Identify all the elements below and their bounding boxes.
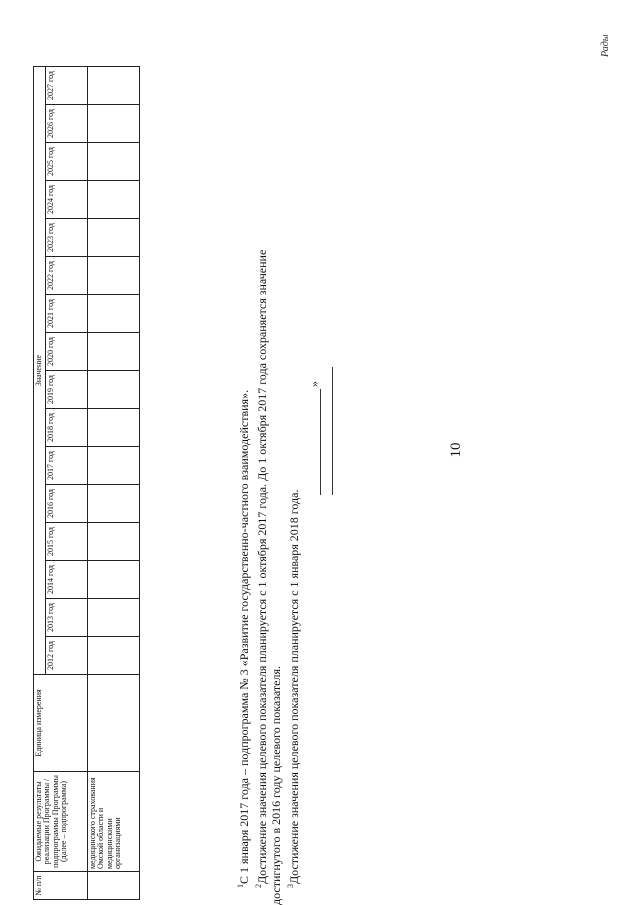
row-results-cell: медицинского страхования Омской области и медицинскими организациями: [88, 772, 140, 872]
header-results: Ожидаемые результаты реализации Программы / подпрограммы Программы (далее – подпрограмма): [34, 772, 88, 872]
handwritten-mark: Рады: [600, 34, 611, 57]
year-header: 2019 год: [46, 371, 88, 409]
closing-quote: »: [307, 381, 321, 387]
year-header: 2014 год: [46, 561, 88, 599]
footnote-3: $^3$Достижение значения целевого показателя планируется с 1 января 2018 года.: [285, 489, 301, 888]
year-header: 2027 год: [46, 67, 88, 105]
year-header: 2025 год: [46, 143, 88, 181]
value-cell: [88, 257, 140, 295]
closing-rule-lower: [332, 367, 333, 495]
value-cell: [88, 637, 140, 675]
footnote-2-continued: достигнутого в 2016 году целевого показателя.: [269, 666, 284, 905]
table-row: [88, 67, 140, 900]
value-cell: [88, 599, 140, 637]
year-header: 2022 год: [46, 257, 88, 295]
header-value-group: Значение: [34, 67, 46, 675]
year-header: 2018 год: [46, 409, 88, 447]
year-header: 2021 год: [46, 295, 88, 333]
year-header: 2024 год: [46, 181, 88, 219]
header-num: № п/п: [34, 872, 88, 900]
value-cell: [88, 67, 140, 105]
row-num-cell: [88, 872, 140, 900]
closing-lines: [308, 335, 348, 495]
closing-rule-upper: [320, 389, 321, 495]
year-header: 2023 год: [46, 219, 88, 257]
value-cell: [88, 105, 140, 143]
value-cell: [88, 219, 140, 257]
year-header: 2013 год: [46, 599, 88, 637]
value-cell: [88, 143, 140, 181]
value-cell: [88, 485, 140, 523]
value-cell: [88, 523, 140, 561]
footnote-2: $^2$Достижение значения целевого показателя планируется с 1 октября 2017 года. До 1 октября 2017 года сохраняется значение: [253, 249, 269, 888]
page-number: 10: [448, 442, 464, 458]
footnotes: [234, 25, 301, 905]
year-header: 2016 год: [46, 485, 88, 523]
value-cell: [88, 295, 140, 333]
year-header: 2012 год: [46, 637, 88, 675]
footnote-1: $^1$С 1 января 2017 года – подпрограмма № 3 «Развитие государственно-частного взаимодействия».: [236, 389, 251, 888]
header-unit: Единица измерения: [34, 675, 88, 772]
value-cell: [88, 371, 140, 409]
year-header: 2020 год: [46, 333, 88, 371]
year-header: 2026 год: [46, 105, 88, 143]
value-cell: [88, 561, 140, 599]
year-header: 2015 год: [46, 523, 88, 561]
year-header: 2017 год: [46, 447, 88, 485]
indicators-table: [33, 66, 140, 900]
value-cell: [88, 181, 140, 219]
value-cell: [88, 447, 140, 485]
row-unit-cell: [88, 675, 140, 772]
value-cell: [88, 333, 140, 371]
value-cell: [88, 409, 140, 447]
